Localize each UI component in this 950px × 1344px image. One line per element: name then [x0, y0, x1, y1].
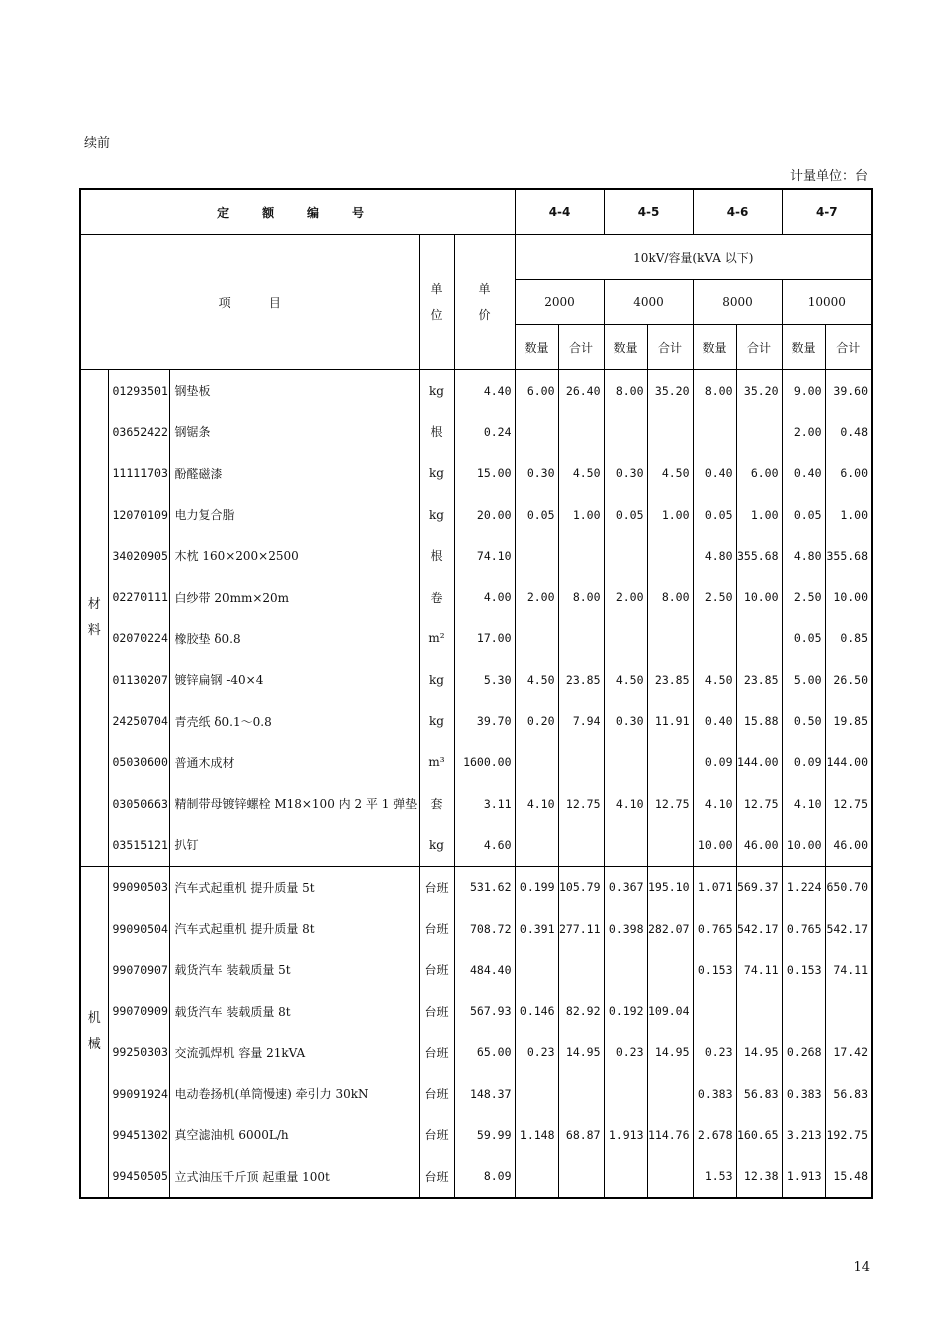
capacity-4000: 4000: [604, 280, 693, 325]
sum-cell: 12.75: [647, 783, 693, 824]
qty-cell: [782, 990, 825, 1031]
qty-cell: 0.23: [515, 1032, 558, 1073]
item-price: 0.24: [454, 411, 515, 452]
qty-cell: [515, 411, 558, 452]
sum-cell: 542.17: [736, 908, 782, 949]
item-unit: kg: [419, 494, 454, 535]
item-header: 项 目: [80, 235, 419, 370]
table-row: [80, 659, 872, 700]
sum-cell: 11.91: [647, 700, 693, 741]
qty-cell: 4.50: [515, 659, 558, 700]
table-row: [80, 1156, 872, 1198]
qty-cell: 10.00: [782, 824, 825, 866]
sum-cell: 0.85: [825, 618, 872, 659]
item-name: 电力复合脂: [169, 494, 419, 535]
sum-cell: 192.75: [825, 1114, 872, 1155]
category-cell: [80, 866, 108, 1198]
page-number: 14: [853, 1260, 870, 1275]
sum-cell: 6.00: [736, 453, 782, 494]
qty-cell: 4.50: [604, 659, 647, 700]
unit-label: 计量单位：台: [789, 169, 868, 184]
qty-cell: 9.00: [782, 370, 825, 412]
item-code: 02270111: [108, 576, 169, 617]
item-code: 99090503: [108, 866, 169, 908]
qty-cell: 0.153: [693, 949, 736, 990]
sum-cell: 39.60: [825, 370, 872, 412]
sum-cell: 15.48: [825, 1156, 872, 1198]
item-name: 真空滤油机 6000L/h: [169, 1114, 419, 1155]
table-row: [80, 908, 872, 949]
sum-cell: [558, 742, 604, 783]
quota-table: [79, 188, 873, 1199]
sum-cell: [558, 411, 604, 452]
qty-cell: 1.148: [515, 1114, 558, 1155]
sum-cell: 114.76: [647, 1114, 693, 1155]
qty-cell: 0.765: [782, 908, 825, 949]
item-unit: 台班: [419, 949, 454, 990]
unit-col-header: [419, 235, 454, 370]
qty-cell: [515, 1073, 558, 1114]
table-row: [80, 1114, 872, 1155]
qty-cell: 8.00: [693, 370, 736, 412]
item-code: 12070109: [108, 494, 169, 535]
table-row: [80, 742, 872, 783]
sum-cell: 74.11: [825, 949, 872, 990]
sum-cell: 1.00: [647, 494, 693, 535]
item-code: 03515121: [108, 824, 169, 866]
sum-cell: 15.88: [736, 700, 782, 741]
qty-cell: 0.30: [604, 700, 647, 741]
qty-cell: 10.00: [693, 824, 736, 866]
sum-cell: [647, 535, 693, 576]
qty-cell: [515, 1156, 558, 1198]
item-price: 4.00: [454, 576, 515, 617]
item-name: 酚醛磁漆: [169, 453, 419, 494]
sum-cell: 23.85: [558, 659, 604, 700]
qty-cell: 1.913: [604, 1114, 647, 1155]
sum-cell: [647, 1156, 693, 1198]
qty-cell: 1.071: [693, 866, 736, 908]
qty-cell: 0.383: [693, 1073, 736, 1114]
category-label: 机械: [87, 1010, 101, 1052]
sum-cell: 1.00: [558, 494, 604, 535]
qty-cell: [604, 1156, 647, 1198]
item-price: 567.93: [454, 990, 515, 1031]
sum-cell: 17.42: [825, 1032, 872, 1073]
item-unit: 台班: [419, 990, 454, 1031]
item-unit: m²: [419, 618, 454, 659]
table-row: [80, 494, 872, 535]
qty-cell: 6.00: [515, 370, 558, 412]
sum-cell: 4.50: [558, 453, 604, 494]
qty-cell: 4.10: [515, 783, 558, 824]
qty-cell: 2.678: [693, 1114, 736, 1155]
sum-cell: 12.75: [736, 783, 782, 824]
item-code: 99070909: [108, 990, 169, 1031]
item-price: 17.00: [454, 618, 515, 659]
item-name: 载货汽车 装载质量 5t: [169, 949, 419, 990]
qty-cell: 0.50: [782, 700, 825, 741]
item-code: 99451302: [108, 1114, 169, 1155]
qty-header: 数量: [782, 325, 825, 370]
item-name: 扒钉: [169, 824, 419, 866]
item-price: 8.09: [454, 1156, 515, 1198]
sum-cell: 35.20: [736, 370, 782, 412]
item-unit: m³: [419, 742, 454, 783]
qty-cell: [604, 618, 647, 659]
item-unit: kg: [419, 453, 454, 494]
qty-cell: [693, 411, 736, 452]
qty-cell: [515, 824, 558, 866]
qty-cell: 0.23: [693, 1032, 736, 1073]
qty-cell: 0.765: [693, 908, 736, 949]
item-unit: 根: [419, 411, 454, 452]
qty-cell: 3.213: [782, 1114, 825, 1155]
item-name: 汽车式起重机 提升质量 8t: [169, 908, 419, 949]
sum-cell: 46.00: [825, 824, 872, 866]
sum-cell: 8.00: [558, 576, 604, 617]
sum-cell: 144.00: [736, 742, 782, 783]
item-code: 34020905: [108, 535, 169, 576]
item-unit: 台班: [419, 1032, 454, 1073]
sum-cell: [558, 824, 604, 866]
qty-cell: 2.00: [604, 576, 647, 617]
qty-header: 数量: [515, 325, 558, 370]
qty-cell: 4.80: [782, 535, 825, 576]
capacity-label: 10kV/容量(kVA 以下): [515, 235, 872, 280]
sum-cell: 12.38: [736, 1156, 782, 1198]
table-row: [80, 783, 872, 824]
unit-col-label: 单位: [430, 282, 443, 322]
sum-cell: 569.37: [736, 866, 782, 908]
sum-cell: [558, 535, 604, 576]
item-price: 39.70: [454, 700, 515, 741]
table-row: [80, 866, 872, 908]
qty-cell: 5.00: [782, 659, 825, 700]
item-name: 白纱带 20mm×20m: [169, 576, 419, 617]
qty-cell: 1.913: [782, 1156, 825, 1198]
item-unit: 台班: [419, 1156, 454, 1198]
table-row: [80, 990, 872, 1031]
qty-cell: [604, 535, 647, 576]
sum-cell: [736, 411, 782, 452]
sum-cell: 144.00: [825, 742, 872, 783]
item-unit: kg: [419, 370, 454, 412]
item-code: 11111703: [108, 453, 169, 494]
item-price: 484.40: [454, 949, 515, 990]
qty-cell: 2.50: [693, 576, 736, 617]
qty-cell: 2.00: [782, 411, 825, 452]
sum-cell: 542.17: [825, 908, 872, 949]
qty-cell: 0.40: [782, 453, 825, 494]
table-row: [80, 411, 872, 452]
qty-cell: 0.30: [604, 453, 647, 494]
sum-cell: [736, 990, 782, 1031]
item-price: 708.72: [454, 908, 515, 949]
sum-header: 合计: [647, 325, 693, 370]
qty-cell: 0.153: [782, 949, 825, 990]
qty-cell: 2.50: [782, 576, 825, 617]
sum-cell: 26.40: [558, 370, 604, 412]
item-price: 74.10: [454, 535, 515, 576]
sum-cell: 19.85: [825, 700, 872, 741]
sum-header: 合计: [558, 325, 604, 370]
item-unit: 卷: [419, 576, 454, 617]
qty-cell: [515, 742, 558, 783]
price-col-header: [454, 235, 515, 370]
sum-cell: 14.95: [647, 1032, 693, 1073]
sum-cell: 74.11: [736, 949, 782, 990]
sum-cell: 10.00: [825, 576, 872, 617]
qty-cell: [604, 742, 647, 783]
sum-cell: 35.20: [647, 370, 693, 412]
sum-cell: 46.00: [736, 824, 782, 866]
category-label: 材料: [87, 596, 101, 638]
sum-cell: 14.95: [558, 1032, 604, 1073]
item-name: 木枕 160×200×2500: [169, 535, 419, 576]
table-row: [80, 949, 872, 990]
qty-cell: [515, 535, 558, 576]
qty-cell: 4.80: [693, 535, 736, 576]
item-code: 03652422: [108, 411, 169, 452]
qty-cell: 0.20: [515, 700, 558, 741]
item-code: 05030600: [108, 742, 169, 783]
item-unit: kg: [419, 700, 454, 741]
table-row: [80, 535, 872, 576]
sum-header: 合计: [825, 325, 872, 370]
qty-cell: 4.10: [604, 783, 647, 824]
item-code: 99070907: [108, 949, 169, 990]
qty-cell: 0.383: [782, 1073, 825, 1114]
table-row: [80, 453, 872, 494]
qty-cell: [693, 618, 736, 659]
qty-header: 数量: [604, 325, 647, 370]
sum-cell: 23.85: [647, 659, 693, 700]
qty-cell: 4.10: [693, 783, 736, 824]
sum-cell: 26.50: [825, 659, 872, 700]
sum-cell: 82.92: [558, 990, 604, 1031]
item-unit: kg: [419, 659, 454, 700]
sum-cell: 195.10: [647, 866, 693, 908]
table-row: [80, 370, 872, 412]
qty-cell: [604, 1073, 647, 1114]
qty-cell: 0.05: [782, 494, 825, 535]
sum-cell: 23.85: [736, 659, 782, 700]
qty-cell: 0.398: [604, 908, 647, 949]
quota-code-4-4: 4-4: [515, 189, 604, 235]
sum-cell: [558, 949, 604, 990]
qty-cell: [604, 949, 647, 990]
qty-cell: 0.05: [604, 494, 647, 535]
sum-cell: 12.75: [825, 783, 872, 824]
qty-cell: 0.40: [693, 453, 736, 494]
item-unit: 台班: [419, 908, 454, 949]
item-price: 531.62: [454, 866, 515, 908]
qty-cell: 8.00: [604, 370, 647, 412]
item-code: 24250704: [108, 700, 169, 741]
qty-cell: 0.268: [782, 1032, 825, 1073]
item-code: 99250303: [108, 1032, 169, 1073]
qty-cell: 0.23: [604, 1032, 647, 1073]
sum-cell: 56.83: [736, 1073, 782, 1114]
continued-label: 续前: [84, 136, 111, 151]
qty-cell: 1.53: [693, 1156, 736, 1198]
qty-cell: 1.224: [782, 866, 825, 908]
quota-code-4-7: 4-7: [782, 189, 872, 235]
price-col-label: 单价: [478, 282, 491, 322]
sum-cell: 7.94: [558, 700, 604, 741]
qty-cell: 0.09: [693, 742, 736, 783]
sum-cell: [825, 990, 872, 1031]
item-code: 99450505: [108, 1156, 169, 1198]
item-name: 精制带母镀锌螺栓 M18×100 内 2 平 1 弹垫: [169, 783, 419, 824]
sum-cell: 355.68: [736, 535, 782, 576]
item-name: 汽车式起重机 提升质量 5t: [169, 866, 419, 908]
sum-cell: [647, 618, 693, 659]
item-name: 交流弧焊机 容量 21kVA: [169, 1032, 419, 1073]
sum-cell: 14.95: [736, 1032, 782, 1073]
item-unit: 台班: [419, 1073, 454, 1114]
sum-cell: 282.07: [647, 908, 693, 949]
qty-cell: [604, 824, 647, 866]
item-price: 65.00: [454, 1032, 515, 1073]
sum-cell: [736, 618, 782, 659]
sum-cell: [558, 1073, 604, 1114]
item-price: 4.40: [454, 370, 515, 412]
item-unit: 台班: [419, 1114, 454, 1155]
sum-cell: 8.00: [647, 576, 693, 617]
sum-cell: [647, 742, 693, 783]
qty-cell: [515, 618, 558, 659]
qty-cell: 0.05: [782, 618, 825, 659]
table-row: [80, 576, 872, 617]
item-name: 青壳纸 δ0.1～0.8: [169, 700, 419, 741]
category-cell: [80, 370, 108, 867]
sum-cell: 6.00: [825, 453, 872, 494]
item-code: 03050663: [108, 783, 169, 824]
qty-cell: 0.367: [604, 866, 647, 908]
item-code: 99090504: [108, 908, 169, 949]
sum-cell: 68.87: [558, 1114, 604, 1155]
item-price: 148.37: [454, 1073, 515, 1114]
sum-cell: [558, 1156, 604, 1198]
item-name: 电动卷扬机(单筒慢速) 牵引力 30kN: [169, 1073, 419, 1114]
item-price: 1600.00: [454, 742, 515, 783]
sum-cell: [647, 411, 693, 452]
sum-cell: 12.75: [558, 783, 604, 824]
table-row: [80, 618, 872, 659]
item-unit: kg: [419, 824, 454, 866]
qty-cell: 0.30: [515, 453, 558, 494]
sum-cell: 56.83: [825, 1073, 872, 1114]
sum-cell: 1.00: [825, 494, 872, 535]
item-unit: 套: [419, 783, 454, 824]
qty-cell: 0.199: [515, 866, 558, 908]
item-price: 20.00: [454, 494, 515, 535]
quota-code-4-5: 4-5: [604, 189, 693, 235]
qty-cell: [693, 990, 736, 1031]
sum-cell: 1.00: [736, 494, 782, 535]
qty-cell: [515, 949, 558, 990]
item-name: 普通木成材: [169, 742, 419, 783]
item-code: 01293501: [108, 370, 169, 412]
item-name: 立式油压千斤顶 起重量 100t: [169, 1156, 419, 1198]
sum-cell: 277.11: [558, 908, 604, 949]
item-unit: 台班: [419, 866, 454, 908]
item-price: 5.30: [454, 659, 515, 700]
item-name: 钢垫板: [169, 370, 419, 412]
qty-cell: 0.40: [693, 700, 736, 741]
sum-cell: [647, 949, 693, 990]
table-row: [80, 824, 872, 866]
sum-cell: 650.70: [825, 866, 872, 908]
qty-cell: 0.192: [604, 990, 647, 1031]
sum-cell: [647, 1073, 693, 1114]
item-name: 镀锌扁钢 -40×4: [169, 659, 419, 700]
qty-cell: 4.10: [782, 783, 825, 824]
quota-number-label: 定 额 编 号: [80, 189, 515, 235]
capacity-8000: 8000: [693, 280, 782, 325]
item-price: 15.00: [454, 453, 515, 494]
qty-cell: 0.146: [515, 990, 558, 1031]
qty-cell: 0.391: [515, 908, 558, 949]
table-row: [80, 1073, 872, 1114]
quota-code-4-6: 4-6: [693, 189, 782, 235]
item-code: 99091924: [108, 1073, 169, 1114]
table-row: [80, 1032, 872, 1073]
item-name: 橡胶垫 δ0.8: [169, 618, 419, 659]
item-name: 钢锯条: [169, 411, 419, 452]
capacity-2000: 2000: [515, 280, 604, 325]
item-code: 01130207: [108, 659, 169, 700]
sum-cell: 109.04: [647, 990, 693, 1031]
sum-cell: 0.48: [825, 411, 872, 452]
sum-cell: 160.65: [736, 1114, 782, 1155]
sum-cell: 4.50: [647, 453, 693, 494]
qty-header: 数量: [693, 325, 736, 370]
capacity-10000: 10000: [782, 280, 872, 325]
sum-cell: [558, 618, 604, 659]
qty-cell: [604, 411, 647, 452]
sum-cell: [647, 824, 693, 866]
qty-cell: 2.00: [515, 576, 558, 617]
sum-cell: 10.00: [736, 576, 782, 617]
item-price: 59.99: [454, 1114, 515, 1155]
item-price: 3.11: [454, 783, 515, 824]
item-price: 4.60: [454, 824, 515, 866]
qty-cell: 4.50: [693, 659, 736, 700]
item-unit: 根: [419, 535, 454, 576]
sum-cell: 355.68: [825, 535, 872, 576]
table-row: [80, 700, 872, 741]
sum-header: 合计: [736, 325, 782, 370]
sum-cell: 105.79: [558, 866, 604, 908]
item-name: 载货汽车 装载质量 8t: [169, 990, 419, 1031]
qty-cell: 0.09: [782, 742, 825, 783]
item-code: 02070224: [108, 618, 169, 659]
qty-cell: 0.05: [515, 494, 558, 535]
qty-cell: 0.05: [693, 494, 736, 535]
